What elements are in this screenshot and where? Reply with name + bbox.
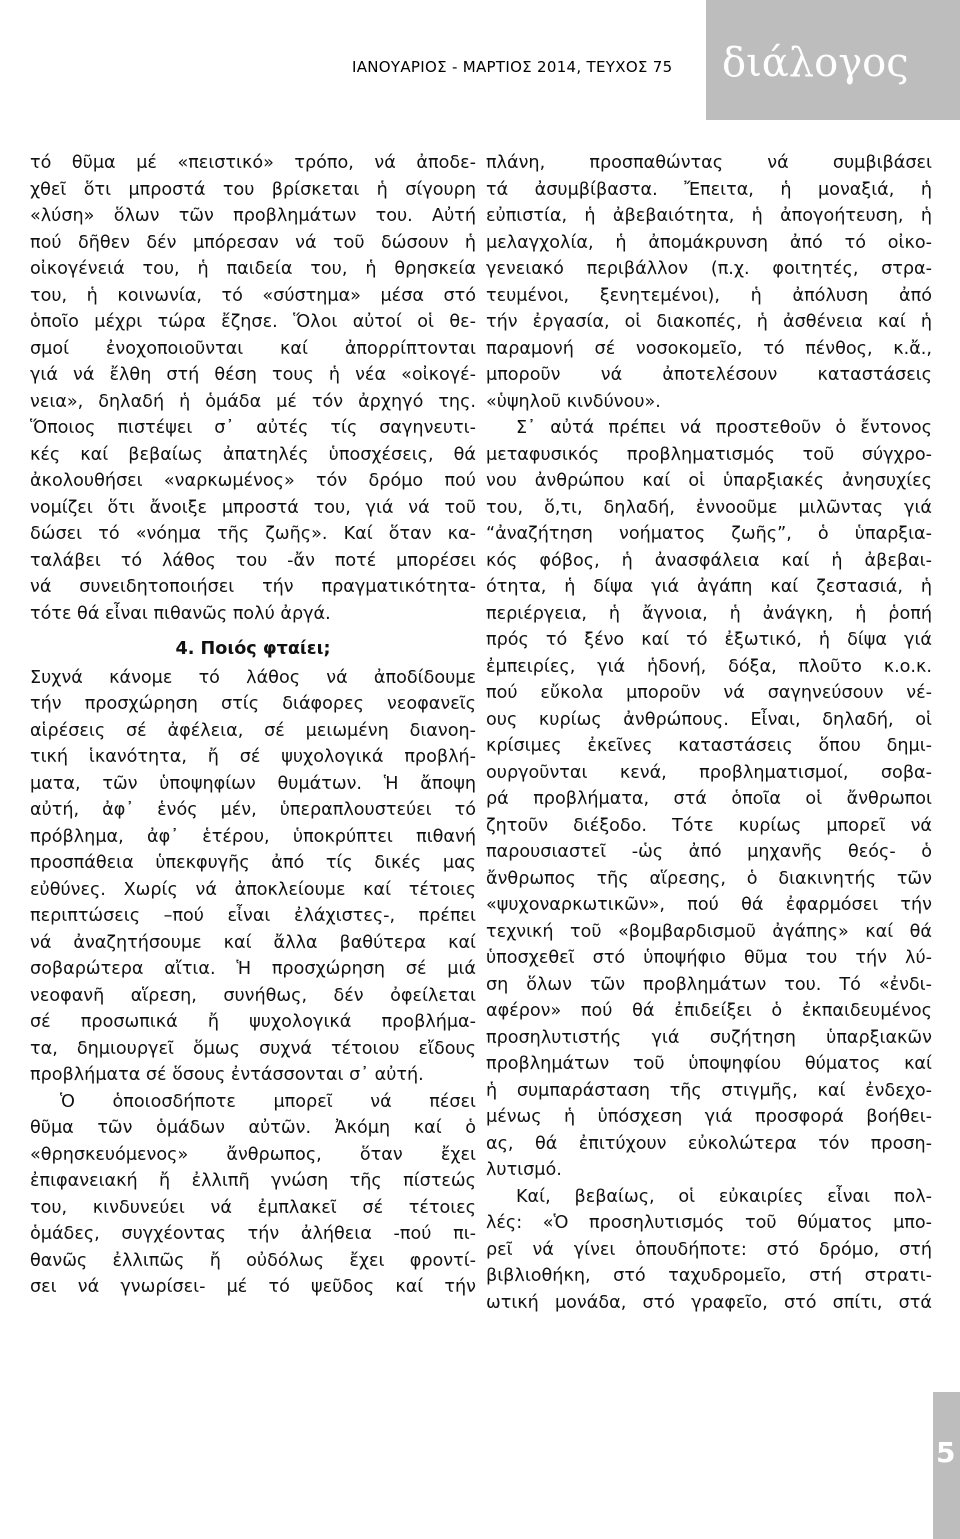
magazine-title: διάλογος bbox=[722, 40, 909, 86]
text-line: μένως ἡ ὑπόσχεση γιά προσφορά βοήθει- bbox=[486, 1107, 932, 1127]
text-line: του, κινδυνεύει νά ἐμπλακεῖ σέ τέτοιες bbox=[30, 1197, 476, 1218]
text-line: ουργοῦνται κενά, προβληματισμοί, σοβα- bbox=[486, 762, 932, 783]
text-line: «ὑψηλοῦ κινδύνου». bbox=[486, 391, 661, 412]
issue-header: ΙΑΝΟΥΑΡΙΟΣ - ΜΑΡΤΙΟΣ 2014, ΤΕΥΧΟΣ 75 bbox=[352, 58, 673, 76]
text-line: σέ προσωπικά ἤ ψυχολογικά προβλήμα- bbox=[30, 1012, 476, 1032]
text-line: νά ἀναζητήσουμε καί ἄλλα βαθύτερα καί bbox=[30, 932, 476, 953]
text-line: τα, δημιουργεῖ ὅμως συχνά τέτοιου εἴδους bbox=[30, 1038, 476, 1059]
text-line: τεχνική τοῦ «βομβαρδισμοῦ ἀγάπης» καί θά bbox=[486, 921, 932, 942]
text-line: Καί, βεβαίως, οἱ εὐκαιρίες εἶναι πολ- bbox=[516, 1186, 932, 1207]
text-line: τευμένοι, ξενητεμένοι), ἡ ἀπόλυση ἀπό bbox=[486, 285, 932, 306]
text-line: προσηλυτιστής γιά συζήτηση ὑπαρξιακῶν bbox=[486, 1027, 932, 1048]
text-line: πού δῆθεν δέν μπόρεσαν νά τοῦ δώσουν ἡ bbox=[30, 232, 476, 253]
text-line: θῦμα τῶν ὁμάδων αὐτῶν. Ἀκόμη καί ὁ bbox=[30, 1118, 476, 1138]
text-line: Ὅποιος πιστέψει σ᾽ αὐτές τίς σαγηνευτι- bbox=[30, 418, 476, 438]
text-line: παρουσιαστεῖ -ὡς ἀπό μηχανῆς θεός- ὁ bbox=[486, 842, 932, 862]
text-line: μεταφυσικός προβληματισμός τοῦ σύγχρο- bbox=[486, 444, 932, 465]
text-line: χθεῖ ὅτι μπροστά του βρίσκεται ἡ σίγουρη bbox=[30, 179, 476, 200]
text-line: εὐθύνες. Χωρίς νά ἀποκλείουμε καί τέτοιες bbox=[30, 879, 476, 900]
text-line: ὑποσχεθεῖ στό ὑποψήφιο θῦμα του τήν λύ- bbox=[486, 948, 932, 968]
text-line: γενειακό περιβάλλον (π.χ. φοιτητές, στρα- bbox=[486, 259, 932, 279]
text-line: προσπάθεια ὑπεκφυγῆς ἀπό τίς δικές μας bbox=[30, 853, 476, 873]
text-line: ματα, τῶν ὑποψηφίων θυμάτων. Ἡ ἄποψη bbox=[30, 773, 476, 794]
text-line: τό θῦμα μέ «πειστικό» τρόπο, νά ἀποδε- bbox=[30, 153, 476, 173]
text-line: «θρησκευόμενος» ἄνθρωπος, ὅταν ἔχει bbox=[30, 1144, 476, 1165]
text-line: πρός τό ξένο καί τό ἐξωτικό, ἡ δίψα γιά bbox=[486, 630, 932, 650]
text-line: ζητοῦν διέξοδο. Τότε κυρίως μπορεῖ νά bbox=[486, 815, 932, 836]
text-line: σοβαρώτερα αἴτια. Ἡ προσχώρηση σέ μιά bbox=[30, 959, 476, 979]
text-line: περιέργεια, ἡ ἄγνοια, ἡ ἀνάγκη, ἡ ῥοπή bbox=[486, 603, 932, 624]
text-line: «ψυχοναρκωτικῶν», πού θά ἐφαρμόσει τήν bbox=[486, 895, 932, 915]
text-line: Ὁ ὁποιοσδήποτε μπορεῖ νά πέσει bbox=[60, 1091, 476, 1112]
text-line: “ἀναζήτηση νοήματος ζωῆς”, ὁ ὑπαρξια- bbox=[486, 524, 932, 544]
text-line: νου ἀνθρώπου καί οἱ ὑπαρξιακές ἀνησυχίες bbox=[486, 471, 932, 491]
text-line: ρά προβλήματα, στά ὁποῖα οἱ ἄνθρωποι bbox=[486, 789, 932, 809]
text-line: πρόβλημα, ἀφ᾽ ἑτέρου, ὑποκρύπτει πιθανή bbox=[30, 826, 476, 847]
section-heading: 4. Ποιός φταίει; bbox=[175, 639, 331, 659]
text-line: αἱρέσεις σέ ἀφέλεια, σέ μειωμένη διανοη- bbox=[30, 720, 476, 741]
text-line: μποροῦν νά ἀποτελέσουν καταστάσεις bbox=[486, 365, 932, 385]
text-line: αφέρον» πού θά ἐπιδείξει ὁ ἐκπαιδευμένος bbox=[486, 1001, 932, 1021]
text-line: «λύση» ὅλων τῶν προβλημάτων του. Αὐτή bbox=[30, 206, 476, 226]
text-line: εὐπιστία, ἡ ἀβεβαιότητα, ἡ ἀπογοήτευση, ἡ bbox=[486, 206, 932, 226]
text-line: πλάνη, προσπαθώντας νά συμβιβάσει bbox=[486, 153, 932, 173]
text-line: προβλημάτων τοῦ ὑποψηφίου θύματος καί bbox=[486, 1054, 932, 1074]
left-column bbox=[30, 150, 476, 1301]
page-number: 5 bbox=[936, 1436, 956, 1469]
text-line: ότητα, ἡ δίψα γιά ἀγάπη καί ζεστασιά, ἡ bbox=[486, 577, 932, 597]
text-line: δώσει τό «νόημα τῆς ζωῆς». Καί ὅταν κα- bbox=[30, 524, 476, 544]
text-line: ἐπιφανειακή ἤ ἐλλιπῆ γνώση τῆς πίστεώς bbox=[30, 1171, 476, 1191]
text-line: ὁποῖο μέχρι τώρα ἔζησε. Ὅλοι αὐτοί οἱ θε- bbox=[30, 312, 476, 332]
text-line: πού εὔκολα μποροῦν νά σαγηνεύσουν νέ- bbox=[486, 683, 932, 703]
text-line: ους κυρίως ἀνθρώπους. Εἶναι, δηλαδή, οἱ bbox=[486, 709, 932, 730]
text-line: αὐτή, ἀφ᾽ ἑνός μέν, ὑπεραπλουστεύει τό bbox=[30, 800, 476, 820]
text-line: τήν προσχώρηση στίς διάφορες νεοφανεῖς bbox=[30, 694, 476, 714]
brand-banner bbox=[706, 0, 960, 120]
text-line: κές καί βεβαίως ἀπατηλές ὑποσχέσεις, θά bbox=[30, 444, 476, 465]
text-line: γιά νά ἔλθη στή θέση τους ἡ νέα «οἰκογέ- bbox=[30, 365, 476, 385]
text-line: ἐμπειρίες, γιά ἡδονή, δόξα, πλοῦτο κ.ο.κ. bbox=[486, 656, 932, 677]
text-line: ἄνθρωπος τῆς αἵρεσης, ὁ διακινητής τῶν bbox=[486, 868, 932, 889]
text-line: θανῶς ἐλλιπῶς ἤ οὐδόλως ἔχει φροντί- bbox=[30, 1250, 476, 1271]
text-line: νά συνειδητοποιήσει τήν πραγματικότητα- bbox=[30, 577, 476, 597]
text-line: νεια», δηλαδή ἡ ὁμάδα μέ τόν ἀρχηγό της. bbox=[30, 391, 476, 412]
text-line: προβλήματα σέ ὅσους ἐντάσσονται σ᾽ αὐτή. bbox=[30, 1065, 424, 1085]
text-line: βιβλιοθήκη, στό ταχυδρομεῖο, στή στρατι- bbox=[486, 1266, 932, 1286]
text-line: Σ᾽ αὐτά πρέπει νά προστεθοῦν ὁ ἔντονος bbox=[516, 418, 932, 438]
text-line: Συχνά κάνομε τό λάθος νά ἀποδίδουμε bbox=[30, 667, 476, 688]
text-line: ας, θά ἐπιτύχουν εὐκολώτερα τόν προση- bbox=[486, 1133, 932, 1154]
text-line: του, ἡ κοινωνία, τό «σύστημα» μέσα στό bbox=[30, 285, 476, 306]
text-line: ἀκολουθήσει «ναρκωμένος» τόν δρόμο πού bbox=[30, 471, 476, 491]
text-line: του, ὅ,τι, δηλαδή, ἐννοοῦμε μιλῶντας γιά bbox=[486, 497, 932, 518]
text-line: ὁμάδες, συγχέοντας τήν ἀλήθεια -πού πι- bbox=[30, 1224, 476, 1244]
text-line: ωτική μονάδα, στό γραφεῖο, στό σπίτι, στά bbox=[486, 1292, 932, 1313]
text-line: νεοφανῆ αἵρεση, συνήθως, δέν ὀφείλεται bbox=[30, 985, 476, 1006]
text-line: μελαγχολία, ἡ ἀπομάκρυνση ἀπό τό οἰκο- bbox=[486, 232, 932, 253]
text-line: τά ἀσυμβίβαστα. Ἔπειτα, ἡ μοναξιά, ἡ bbox=[486, 179, 932, 200]
text-line: λυτισμό. bbox=[486, 1160, 562, 1180]
text-line: ρεῖ νά γίνει ὁπουδήποτε: στό δρόμο, στή bbox=[486, 1239, 932, 1260]
text-line: σμοί ἐνοχοποιοῦνται καί ἀπορρίπτονται bbox=[30, 338, 476, 359]
text-line: τότε θά εἶναι πιθανῶς πολύ ἀργά. bbox=[30, 603, 331, 624]
text-line: ἡ συμπαράσταση τῆς στιγμῆς, καί ἐνδεχο- bbox=[486, 1080, 932, 1101]
text-line: σει νά γνωρίσει- μέ τό ψεῦδος καί τήν bbox=[30, 1277, 476, 1297]
text-line: οἰκογένειά του, ἡ παιδεία του, ἡ θρησκεία bbox=[30, 259, 476, 279]
text-line: περιπτώσεις –πού εἶναι ἐλάχιστες-, πρέπει bbox=[30, 906, 476, 926]
text-line: παραμονή σέ νοσοκομεῖο, τό πένθος, κ.ἄ., bbox=[486, 338, 932, 359]
text-line: νομίζει ὅτι ἄνοιξε μπροστά του, γιά νά τοῦ bbox=[30, 497, 476, 518]
text-line: τήν ἐργασία, οἱ διακοπές, ἡ ἀσθένεια καί ἡ bbox=[486, 312, 932, 332]
text-line: ταλάβει τό λάθος του -ἄν ποτέ μπορέσει bbox=[30, 550, 476, 571]
text-line: ση ὅλων τῶν προβλημάτων του. Τό «ἐνδι- bbox=[486, 974, 932, 995]
right-column bbox=[486, 150, 932, 1316]
text-line: κός φόβος, ἡ ἀνασφάλεια καί ἡ ἀβεβαι- bbox=[486, 550, 932, 571]
text-line: λές: «Ὁ προσηλυτισμός τοῦ θύματος μπο- bbox=[486, 1213, 932, 1233]
text-line: κρίσιμες ἐκεῖνες καταστάσεις ὅπου δημι- bbox=[486, 736, 932, 756]
text-line: τική ἱκανότητα, ἤ σέ ψυχολογικά προβλή- bbox=[30, 747, 476, 767]
